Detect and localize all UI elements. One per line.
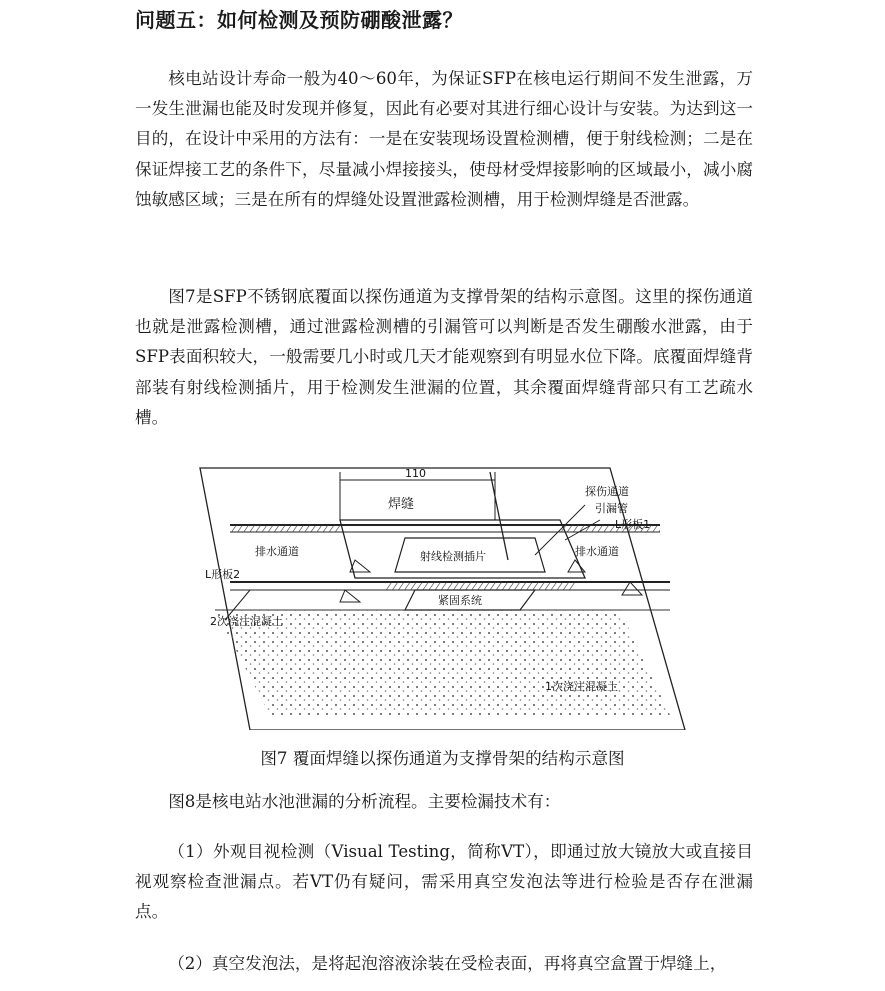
dimension-label: 110 [405, 467, 426, 480]
paragraph-4: （1）外观目视检测（Visual Testing，简称VT），即通过放大镜放大或直接目视观察检查泄漏点。若VT仍有疑问，需采用真空发泡法等进行检验是否存在泄漏点。 [135, 842, 753, 922]
section-heading: 问题五：如何检测及预防硼酸泄露？ [135, 8, 463, 32]
concrete-1-label: 1次浇注混凝土 [545, 680, 618, 693]
drain-channel-right-label: 排水通道 [575, 545, 619, 558]
paragraph-5: （2）真空发泡法，是将起泡溶液涂装在受检表面，再将真空盒置于焊缝上， [168, 954, 727, 973]
drain-channel-left-label: 排水通道 [255, 545, 299, 558]
structure-schematic [190, 460, 690, 730]
paragraph-3: 图8是核电站水池泄漏的分析流程。主要检漏技术有： [168, 792, 561, 811]
figure-caption: 图7 覆面焊缝以探伤通道为支撑骨架的结构示意图 [260, 749, 625, 768]
plate-2-label: L形板2 [205, 568, 241, 581]
channel-label: 探伤通道 [585, 485, 629, 498]
concrete-2-label: 2次浇注混凝土 [210, 615, 283, 628]
paragraph-2: 图7是SFP不锈钢底覆面以探伤通道为支撑骨架的结构示意图。这里的探伤通道也就是泄露检测槽，通过泄露检测槽的引漏管可以判断是否发生硼酸水泄露，由于SFP表面积较大，一般需要几小时或几天才能观察到有明显水位下降。底覆面焊缝背部装有射线检测插片，用于检测发生泄漏的位置，其余覆面焊缝背部只有工艺疏水槽。 [135, 287, 753, 427]
paragraph-1: 核电站设计寿命一般为40～60年，为保证SFP在核电运行期间不发生泄露，万一发生泄漏也能及时发现并修复，因此有必要对其进行细心设计与安装。为达到这一目的，在设计中采用的方法有：一是在安装现场设置检测槽，便于射线检测；二是在保证焊接工艺的条件下，尽量减小焊接接头，使母材受焊接影响的区域最小，减小腐蚀敏感区域；三是在所有的焊缝处设置泄露检测槽，用于检测焊缝是否泄露。 [135, 69, 753, 209]
figure-7-diagram [190, 460, 690, 730]
insert-label: 射线检测插片 [420, 550, 486, 563]
weld-label: 焊缝 [388, 497, 415, 512]
plate-1-label: L形板1 [615, 518, 651, 531]
pipe-label: 引漏管 [595, 502, 628, 515]
backing-label: 紧固系统 [438, 594, 482, 607]
